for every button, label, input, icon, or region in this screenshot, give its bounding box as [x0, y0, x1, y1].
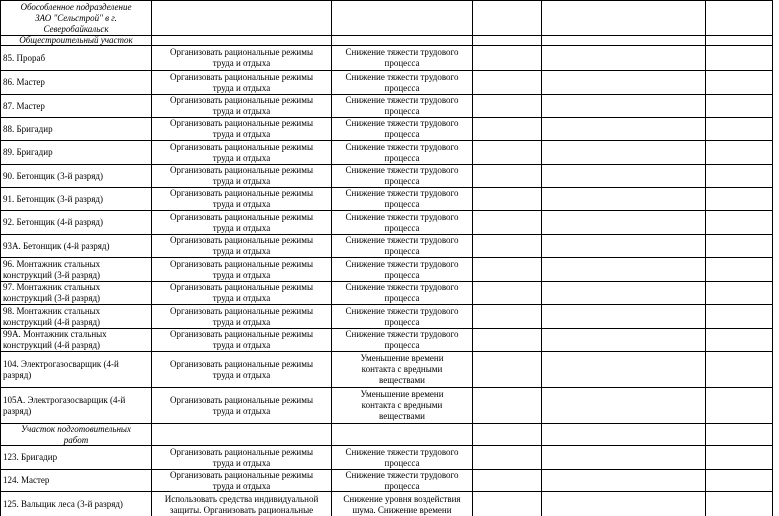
cell-text-line: Организовать рациональные режимы	[170, 118, 313, 128]
measure-cell	[152, 36, 332, 46]
position-cell	[0, 388, 152, 424]
cell-text-line: процесса	[384, 222, 420, 233]
cell-text-line: Организовать рациональные режимы	[170, 211, 313, 222]
measure-cell	[152, 492, 332, 516]
position-cell	[0, 258, 152, 282]
cell-text-line: Организовать рациональные режимы	[170, 305, 313, 316]
table-row	[0, 258, 773, 282]
cell-text-line: труда и отдыха	[212, 222, 271, 233]
goal-cell	[332, 305, 473, 329]
empty-cell	[542, 71, 706, 95]
cell-text-line: Уменьшение времени	[360, 389, 444, 399]
measure-cell	[152, 211, 332, 235]
position-cell	[0, 71, 152, 95]
position-cell	[0, 305, 152, 329]
cell-text-line: конструкций (4-й разряд)	[3, 316, 101, 327]
cell-text-line: Организовать рациональные режимы	[170, 358, 313, 369]
section-row	[0, 0, 773, 36]
cell-text-line: контакта с вредными	[361, 400, 443, 410]
empty-cell	[473, 95, 542, 118]
empty-cell	[542, 329, 706, 352]
empty-cell	[542, 165, 706, 188]
cell-text-line: Участок подготовительных	[21, 424, 131, 434]
cell-text-line: 124. Мастер	[3, 475, 50, 485]
cell-text-line: труда и отдыха	[212, 369, 271, 380]
table-row	[0, 352, 773, 388]
position-cell	[0, 329, 152, 352]
measure-cell	[152, 388, 332, 424]
table-row	[0, 46, 773, 71]
empty-cell	[542, 95, 706, 118]
cell-text-line: Снижение тяжести трудового	[345, 47, 459, 57]
empty-cell	[473, 46, 542, 71]
empty-cell	[706, 388, 773, 424]
cell-text-line: Снижение тяжести трудового	[345, 235, 459, 245]
goal-cell	[332, 424, 473, 446]
empty-cell	[706, 258, 773, 282]
cell-text-line: Организовать рациональные режимы	[170, 141, 313, 152]
cell-text-line: труда и отдыха	[212, 199, 271, 209]
empty-cell	[706, 165, 773, 188]
cell-text-line: труда и отдыха	[212, 152, 271, 163]
empty-cell	[706, 305, 773, 329]
cell-text-line: 98. Монтажник стальных	[3, 305, 101, 316]
cell-text-line: Организовать рациональные режимы	[170, 47, 313, 57]
cell-text-line: труда и отдыха	[212, 106, 271, 116]
empty-cell	[542, 424, 706, 446]
cell-text-line: Снижение тяжести трудового	[345, 188, 459, 198]
goal-cell	[332, 188, 473, 211]
goal-cell	[332, 492, 473, 516]
cell-text-line: Организовать рациональные режимы	[170, 188, 313, 198]
cell-text-line: процесса	[384, 82, 420, 93]
cell-text-line: процесса	[384, 340, 420, 350]
cell-text-line: процесса	[384, 199, 420, 209]
measure-cell	[152, 305, 332, 329]
empty-cell	[542, 446, 706, 470]
cell-text-line: 105А. Электрогазосварщик (4-й	[3, 394, 126, 405]
measure-cell	[152, 470, 332, 492]
goal-cell	[332, 36, 473, 46]
cell-text-line: веществами	[379, 411, 425, 421]
cell-text-line: труда и отдыха	[212, 269, 271, 280]
cell-text-line: Снижение тяжести трудового	[345, 165, 459, 175]
cell-text-line: 93А. Бетонщик (4-й разряд)	[3, 240, 110, 251]
empty-cell	[706, 46, 773, 71]
cell-text-line: труда и отдыха	[212, 340, 271, 350]
section-title-cell	[0, 0, 152, 36]
cell-text-line: труда и отдыха	[212, 82, 271, 93]
cell-text-line: труда и отдыха	[212, 246, 271, 256]
cell-text-line: Снижение тяжести трудового	[345, 470, 459, 480]
position-cell	[0, 470, 152, 492]
cell-text-line: Организовать рациональные режимы	[170, 71, 313, 82]
empty-cell	[473, 211, 542, 235]
empty-cell	[706, 95, 773, 118]
cell-text-line: контакта с вредными	[361, 364, 443, 374]
cell-text-line: труда и отдыха	[212, 316, 271, 327]
empty-cell	[473, 141, 542, 165]
cell-text-line: процесса	[384, 246, 420, 256]
cell-text-line: процесса	[384, 293, 420, 303]
empty-cell	[473, 71, 542, 95]
cell-text-line: 86. Мастер	[3, 77, 45, 87]
empty-cell	[473, 492, 542, 516]
cell-text-line: Снижение тяжести трудового	[345, 118, 459, 128]
empty-cell	[473, 165, 542, 188]
goal-cell	[332, 211, 473, 235]
cell-text-line: Организовать рациональные режимы	[170, 394, 313, 405]
empty-cell	[473, 388, 542, 424]
empty-cell	[473, 36, 542, 46]
goal-cell	[332, 95, 473, 118]
table-row	[0, 388, 773, 424]
cell-text-line: труда и отдыха	[212, 58, 271, 68]
empty-cell	[706, 329, 773, 352]
measure-cell	[152, 446, 332, 470]
empty-cell	[542, 141, 706, 165]
cell-text-line: процесса	[384, 106, 420, 116]
cell-text-line: ЗАО "Сельстрой" в г.	[35, 12, 117, 23]
measure-cell	[152, 352, 332, 388]
empty-cell	[542, 258, 706, 282]
empty-cell	[473, 235, 542, 258]
measure-cell	[152, 95, 332, 118]
empty-cell	[706, 282, 773, 305]
goal-cell	[332, 71, 473, 95]
cell-text-line: Организовать рациональные режимы	[170, 329, 313, 339]
cell-text-line: разряд)	[3, 369, 32, 380]
cell-text-line: 96. Монтажник стальных	[3, 258, 101, 269]
cell-text-line: 99А. Монтажник стальных	[3, 329, 107, 339]
goal-cell	[332, 46, 473, 71]
cell-text-line: Снижение тяжести трудового	[345, 141, 459, 152]
empty-cell	[473, 470, 542, 492]
cell-text-line: Снижение тяжести трудового	[345, 282, 459, 292]
cell-text-line: труда и отдыха	[212, 457, 271, 468]
empty-cell	[542, 46, 706, 71]
cell-text-line: Снижение тяжести трудового	[345, 446, 459, 457]
position-cell	[0, 188, 152, 211]
section-row	[0, 424, 773, 446]
goal-cell	[332, 470, 473, 492]
measure-cell	[152, 165, 332, 188]
position-cell	[0, 235, 152, 258]
measure-cell	[152, 71, 332, 95]
position-cell	[0, 95, 152, 118]
position-cell	[0, 352, 152, 388]
empty-cell	[706, 470, 773, 492]
table-row	[0, 188, 773, 211]
table-row	[0, 492, 773, 516]
goal-cell	[332, 388, 473, 424]
goal-cell	[332, 282, 473, 305]
table-row	[0, 95, 773, 118]
cell-text-line: конструкций (4-й разряд)	[3, 340, 101, 350]
empty-cell	[542, 492, 706, 516]
cell-text-line: 104. Электрогазосварщик (4-й	[3, 358, 119, 369]
cell-text-line: процесса	[384, 152, 420, 163]
goal-cell	[332, 0, 473, 36]
empty-cell	[706, 446, 773, 470]
empty-cell	[542, 211, 706, 235]
empty-cell	[706, 352, 773, 388]
position-cell	[0, 211, 152, 235]
empty-cell	[706, 424, 773, 446]
cell-text-line: процесса	[384, 316, 420, 327]
empty-cell	[473, 282, 542, 305]
cell-text-line: Организовать рациональные режимы	[170, 258, 313, 269]
cell-text-line: Снижение тяжести трудового	[345, 211, 459, 222]
section-row	[0, 36, 773, 46]
position-cell	[0, 446, 152, 470]
cell-text-line: 88. Бригадир	[3, 123, 53, 134]
empty-cell	[542, 388, 706, 424]
cell-text-line: процесса	[384, 58, 420, 68]
cell-text-line: Снижение тяжести трудового	[345, 305, 459, 316]
measure-cell	[152, 258, 332, 282]
goal-cell	[332, 235, 473, 258]
measure-cell	[152, 188, 332, 211]
empty-cell	[473, 118, 542, 141]
table-row	[0, 305, 773, 329]
empty-cell	[473, 258, 542, 282]
cell-text-line: Уменьшение времени	[360, 353, 444, 363]
table-row	[0, 118, 773, 141]
empty-cell	[542, 235, 706, 258]
empty-cell	[706, 71, 773, 95]
empty-cell	[542, 352, 706, 388]
empty-cell	[473, 352, 542, 388]
table-row	[0, 329, 773, 352]
position-cell	[0, 118, 152, 141]
cell-text-line: веществами	[379, 375, 425, 385]
cell-text-line: процесса	[384, 480, 420, 491]
empty-cell	[542, 36, 706, 46]
empty-cell	[706, 235, 773, 258]
cell-text-line: процесса	[384, 129, 420, 139]
goal-cell	[332, 165, 473, 188]
cell-text-line: конструкций (3-й разряд)	[3, 293, 101, 303]
goal-cell	[332, 352, 473, 388]
empty-cell	[542, 305, 706, 329]
cell-text-line: 91. Бетонщик (3-й разряд)	[3, 193, 103, 204]
empty-cell	[473, 424, 542, 446]
table-row	[0, 470, 773, 492]
goal-cell	[332, 329, 473, 352]
empty-cell	[473, 446, 542, 470]
position-cell	[0, 492, 152, 516]
cell-text-line: 125. Вальщик леса (3-й разряд)	[3, 499, 123, 509]
cell-text-line: труда и отдыха	[212, 293, 271, 303]
cell-text-line: Использовать средства индивидуальной	[164, 493, 319, 504]
table-row	[0, 282, 773, 305]
empty-cell	[473, 305, 542, 329]
cell-text-line: защиты. Организовать рациональные	[169, 504, 314, 515]
measure-cell	[152, 46, 332, 71]
empty-cell	[542, 0, 706, 36]
position-cell	[0, 282, 152, 305]
position-cell	[0, 46, 152, 71]
table-row	[0, 141, 773, 165]
cell-text-line: Снижение тяжести трудового	[345, 329, 459, 339]
cell-text-line: Организовать рациональные режимы	[170, 282, 313, 292]
cell-text-line: 123. Бригадир	[3, 452, 58, 462]
cell-text-line: Общестроительный участок	[19, 36, 133, 45]
cell-text-line: 89. Бригадир	[3, 147, 53, 157]
position-cell	[0, 141, 152, 165]
cell-text-line: 97. Монтажник стальных	[3, 282, 101, 292]
empty-cell	[706, 492, 773, 516]
empty-cell	[473, 0, 542, 36]
cell-text-line: Организовать рациональные режимы	[170, 235, 313, 245]
cell-text-line: труда и отдыха	[212, 129, 271, 139]
cell-text-line: шума. Снижение времени	[352, 504, 452, 515]
cell-text-line: 92. Бетонщик (4-й разряд)	[3, 217, 103, 227]
cell-text-line: конструкций (3-й разряд)	[3, 269, 101, 280]
cell-text-line: 85. Прораб	[3, 52, 46, 63]
measure-cell	[152, 282, 332, 305]
cell-text-line: процесса	[384, 269, 420, 280]
cell-text-line: работ	[63, 434, 89, 445]
goal-cell	[332, 446, 473, 470]
table-row	[0, 71, 773, 95]
cell-text-line: Организовать рациональные режимы	[170, 95, 313, 105]
empty-cell	[542, 188, 706, 211]
empty-cell	[706, 211, 773, 235]
cell-text-line: разряд)	[3, 405, 32, 416]
cell-text-line: труда и отдыха	[212, 480, 271, 491]
table-row	[0, 211, 773, 235]
cell-text-line: труда и отдыха	[212, 176, 271, 186]
cell-text-line: Организовать рациональные режимы	[170, 165, 313, 175]
cell-text-line: 87. Мастер	[3, 100, 45, 111]
section-title-cell	[0, 424, 152, 446]
cell-text-line: процесса	[384, 176, 420, 186]
measure-cell	[152, 118, 332, 141]
measure-cell	[152, 329, 332, 352]
cell-text-line: Снижение уровня воздействия	[343, 493, 461, 504]
table-row	[0, 446, 773, 470]
cell-text-line: Снижение тяжести трудового	[345, 258, 459, 269]
empty-cell	[542, 282, 706, 305]
cell-text-line: труда и отдыха	[212, 405, 271, 416]
cell-text-line: Обособленное подразделение	[20, 1, 132, 12]
cell-text-line: Организовать рациональные режимы	[170, 470, 313, 480]
measure-cell	[152, 424, 332, 446]
goal-cell	[332, 258, 473, 282]
cell-text-line: Снижение тяжести трудового	[345, 71, 459, 82]
position-cell	[0, 165, 152, 188]
measure-cell	[152, 0, 332, 36]
empty-cell	[706, 188, 773, 211]
cell-text-line: Северобайкальск	[43, 23, 109, 34]
table-row	[0, 165, 773, 188]
cell-text-line: 90. Бетонщик (3-й разряд)	[3, 170, 103, 181]
empty-cell	[542, 118, 706, 141]
empty-cell	[473, 188, 542, 211]
empty-cell	[706, 118, 773, 141]
measure-cell	[152, 235, 332, 258]
measure-cell	[152, 141, 332, 165]
cell-text-line: процесса	[384, 457, 420, 468]
empty-cell	[706, 36, 773, 46]
empty-cell	[473, 329, 542, 352]
section-title-cell	[0, 36, 152, 46]
cell-text-line: Снижение тяжести трудового	[345, 95, 459, 105]
table-row	[0, 235, 773, 258]
goal-cell	[332, 118, 473, 141]
cell-text-line: Организовать рациональные режимы	[170, 446, 313, 457]
goal-cell	[332, 141, 473, 165]
empty-cell	[542, 470, 706, 492]
empty-cell	[706, 0, 773, 36]
empty-cell	[706, 141, 773, 165]
